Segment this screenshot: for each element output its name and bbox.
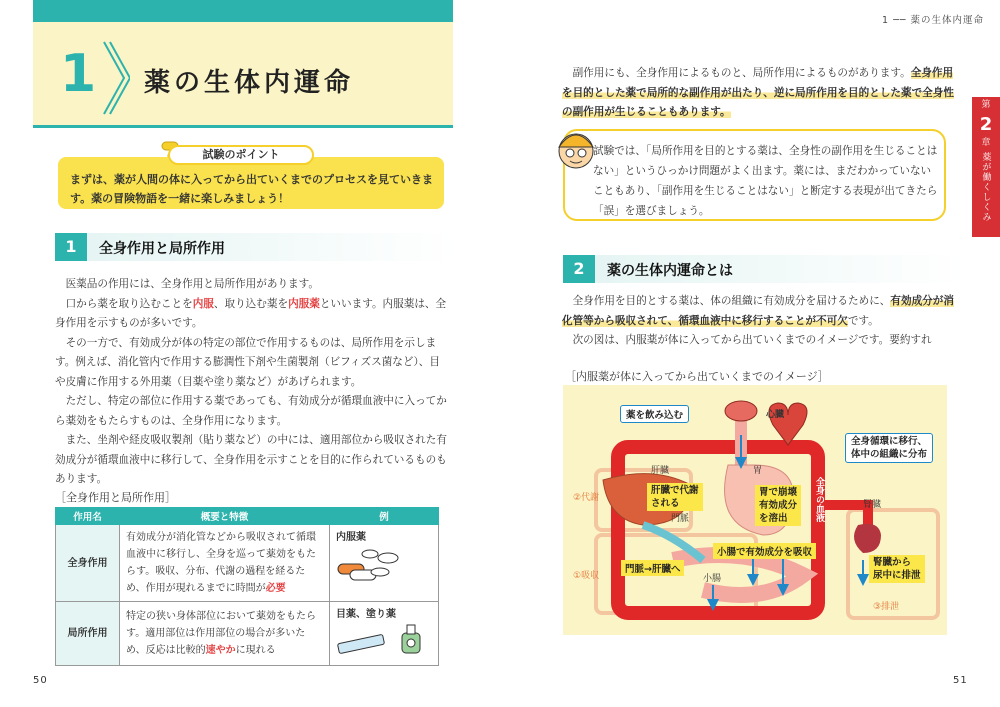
pharmacokinetics-diagram xyxy=(563,385,947,635)
paragraph: また、坐剤や経皮吸収製剤（貼り薬など）の中には、適用部位から吸収された有効成分が循環血液中に移行して、全身作用を示すことを目的に作られているものもあります。 xyxy=(55,434,447,485)
table-header-row xyxy=(56,508,439,525)
effect-desc: 有効成分が消化管などから吸収されて循環血液中に移行し、全身を巡って薬効をもたらす。吸収、分布、代謝の過程を経るため、作用が現れるまでに時間が必要 xyxy=(120,525,330,602)
paragraph: ただし、特定の部位に作用する薬であっても、有効成分が循環血液中に入ってから薬効をもたらすものは、全身作用になります。 xyxy=(55,395,447,427)
exam-point-label: 試験のポイント xyxy=(168,145,314,165)
label-metabolism: ②代謝 xyxy=(573,493,600,503)
label-excretion: ③排泄 xyxy=(873,602,900,612)
effect-example: 内服薬 xyxy=(330,525,439,602)
paragraph: 医薬品の作用には、全身作用と局所作用があります。 xyxy=(65,278,319,290)
section1-body xyxy=(55,275,450,490)
column-header: 作用名 xyxy=(56,508,120,525)
section-title: 全身作用と局所作用 xyxy=(99,241,225,257)
label-small-int-action: 小腸で有効成分を吸収 xyxy=(713,543,816,559)
label-stomach-action: 胃で崩壊 有効成分 を溶出 xyxy=(755,485,801,526)
chapter-tab: 第 2 章 薬が働くしくみ xyxy=(972,97,1000,237)
label-absorption: ①吸収 xyxy=(573,571,600,581)
chapter-number: 1 xyxy=(60,44,97,104)
chevron-icon xyxy=(100,38,130,118)
label-stomach: 胃 xyxy=(753,466,763,476)
effect-name: 全身作用 xyxy=(56,525,120,602)
label-kidney-action: 腎臓から 尿中に排泄 xyxy=(869,555,925,583)
section-heading-1 xyxy=(55,233,455,261)
paragraph: その一方で、有効成分が体の特定の部位で作用するものは、局所作用を示します。例えば、消化管内で作用する膨潤性下剤や生菌製剤（ビフィズス菌など）、目や皮膚に作用する外用薬（目薬や塗り薬など）があげられます。 xyxy=(55,336,440,388)
label-portal-action: 門脈→肝臓へ xyxy=(621,560,684,576)
effect-table xyxy=(55,507,439,666)
effect-desc: 特定の狭い身体部位において薬効をもたらす。適用部位は作用部位の場合が多いため、反応は比較的速やかに現れる xyxy=(120,602,330,666)
effect-example: 目薬、塗り薬 xyxy=(330,602,439,666)
label-portal: 門脈 xyxy=(671,514,690,524)
section-number: 2 xyxy=(563,255,595,283)
label-heart: 心臓 xyxy=(766,410,785,420)
section-number: 1 xyxy=(55,233,87,261)
section-heading-2 xyxy=(563,255,963,283)
section-title: 薬の生体内運命とは xyxy=(607,263,733,279)
label-circulation: 全身循環に移行、 体中の組織に分布 xyxy=(845,433,933,463)
label-kidney: 腎臓 xyxy=(863,500,882,510)
table-caption: ［全身作用と局所作用］ xyxy=(55,491,176,504)
column-header: 概要と特徴 xyxy=(120,508,330,525)
label-liver-action: 肝臓で代謝 される xyxy=(647,483,703,511)
page-title: 薬の生体内運命 xyxy=(144,68,355,98)
diagram-caption: ［内服薬が体に入ってから出ていくまでのイメージ］ xyxy=(565,370,829,383)
paragraph: 次の図は、内服薬が体に入ってから出ていくまでのイメージです。要約すれ xyxy=(572,334,932,346)
label-liver: 肝臓 xyxy=(651,466,670,476)
paragraph-naifuku: 口から薬を取り込むことを内服、取り込む薬を内服薬といいます。内服薬は、全身作用を示すものが多いです。 xyxy=(55,297,447,329)
exam-point-text: まずは、薬が人間の体に入ってから出ていくまでのプロセスを見ていきます。薬の冒険物語を一緒に楽しみましょう！ xyxy=(70,173,433,205)
page-number: 51 xyxy=(953,675,968,686)
label-blood: 全身の血液 xyxy=(814,477,824,522)
label-small-int: 小腸 xyxy=(703,574,722,584)
table-row xyxy=(56,525,439,602)
column-header: 例 xyxy=(330,508,439,525)
header-bar xyxy=(33,0,453,22)
page-number: 50 xyxy=(33,675,48,686)
table-row xyxy=(56,602,439,666)
note-text: 試験では、「局所作用を目的とする薬は、全身性の副作用を生じることはない」というひっかけ問題がよく出ます。薬には、まだわかっていないこともあり、「副作用を生じることはない」と断定する表現が出てきたら「誤」を選びましょう。 xyxy=(593,145,938,217)
effect-name: 局所作用 xyxy=(56,602,120,666)
paragraph: 全身作用を目的とする薬は、体の組織に有効成分を届けるために、有効成分が消化管等から吸収されて、循環血液中に移行することが不可欠です。 xyxy=(562,295,954,327)
capsule-icon xyxy=(336,546,406,582)
eyedrop-ointment-icon xyxy=(336,623,426,655)
section2-body xyxy=(562,292,954,351)
running-head: 1 ── 薬の生体内運命 xyxy=(882,15,985,26)
intro-paragraph: 副作用にも、全身作用によるものと、局所作用によるものがあります。全身作用を目的とした薬で局所的な副作用が出たり、逆に局所作用を目的とした薬で全身性の副作用が生じることもあります。 xyxy=(562,67,954,118)
label-take: 薬を飲み込む xyxy=(620,405,689,423)
